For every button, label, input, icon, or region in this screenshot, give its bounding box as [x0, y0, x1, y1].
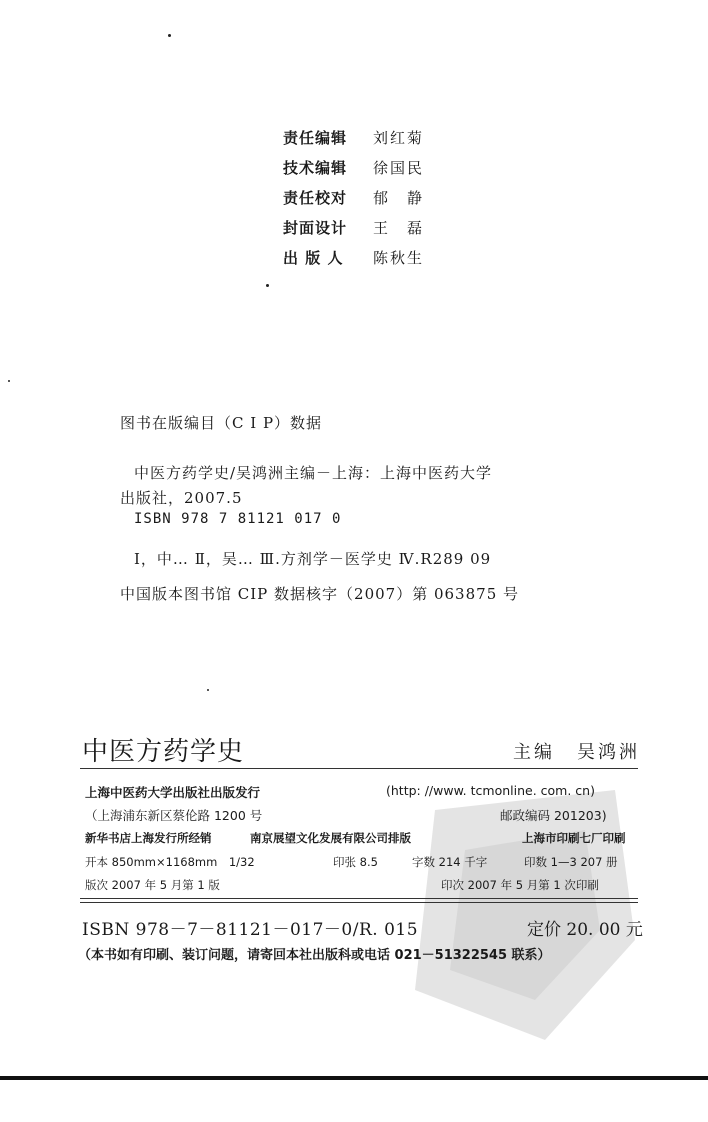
price: 定价 20. 00 元 [527, 920, 643, 940]
staff-role: 责任校对 [283, 188, 348, 207]
staff-row [283, 152, 424, 182]
format: 开本 850mm×1168mm 1/32 [85, 855, 255, 869]
staff-name: 郁 静 [373, 188, 425, 207]
staff-name: 王 磊 [373, 218, 425, 237]
staff-name: 陈秋生 [373, 248, 425, 267]
cip-verification: 中国版本图书馆 CIP 数据核字（2007）第 063875 号 [120, 585, 520, 603]
sheets: 印张 8.5 [333, 855, 378, 869]
cip-classification: Ⅰ，中… Ⅱ，吴… Ⅲ.方剂学－医学史 Ⅳ.R289 09 [134, 550, 492, 568]
staff-row [283, 242, 424, 272]
scan-dot [207, 689, 209, 691]
cip-line2: 出版社，2007.5 [120, 489, 243, 507]
cip-heading: 图书在版编目（C I P）数据 [120, 414, 323, 432]
distributor: 新华书店上海发行所经销 [85, 831, 212, 845]
staff-name: 刘红菊 [373, 128, 425, 147]
publisher-address: （上海浦东新区蔡伦路 1200 号 [85, 808, 263, 823]
book-title: 中医方药学史 [82, 737, 245, 767]
staff-credits [283, 122, 424, 272]
printing: 印次 2007 年 5 月第 1 次印刷 [441, 878, 599, 892]
bottom-rule [0, 1076, 708, 1080]
publisher: 上海中医药大学出版社出版发行 [85, 785, 261, 800]
staff-role: 技术编辑 [283, 158, 348, 177]
staff-row [283, 122, 424, 152]
staff-name: 徐国民 [373, 158, 425, 177]
edition: 版次 2007 年 5 月第 1 版 [85, 878, 220, 892]
staff-role: 出 版 人 [283, 248, 344, 267]
print-run: 印数 1—3 207 册 [524, 855, 618, 869]
staff-role: 责任编辑 [283, 128, 348, 147]
colophon-middle-rule [80, 902, 638, 903]
staff-row [283, 212, 424, 242]
colophon-middle-rule [80, 898, 638, 899]
printer: 上海市印刷七厂印刷 [522, 831, 626, 845]
publisher-website: (http: //www. tcmonline. com. cn) [386, 783, 595, 798]
staff-role: 封面设计 [283, 218, 348, 237]
colophon-top-rule [80, 768, 638, 769]
print-defect-note: （本书如有印刷、装订问题，请寄回本社出版科或电话 021－51322545 联系） [78, 948, 551, 963]
scan-dot [8, 380, 10, 382]
scan-dot [168, 34, 171, 37]
postcode: 邮政编码 201203) [500, 808, 607, 823]
word-count: 字数 214 千字 [412, 855, 488, 869]
cip-line1: 中医方药学史/吴鸿洲主编－上海：上海中医药大学 [134, 464, 493, 482]
cip-isbn: ISBN 978 7 81121 017 0 [134, 511, 342, 527]
chief-editor-name: 吴鸿洲 [577, 742, 640, 763]
chief-editor-label: 主编 [513, 742, 555, 763]
typesetter: 南京展望文化发展有限公司排版 [250, 831, 411, 845]
scan-dot [266, 284, 269, 287]
isbn: ISBN 978－7－81121－017－0/R. 015 [82, 920, 419, 940]
staff-row [283, 182, 424, 212]
